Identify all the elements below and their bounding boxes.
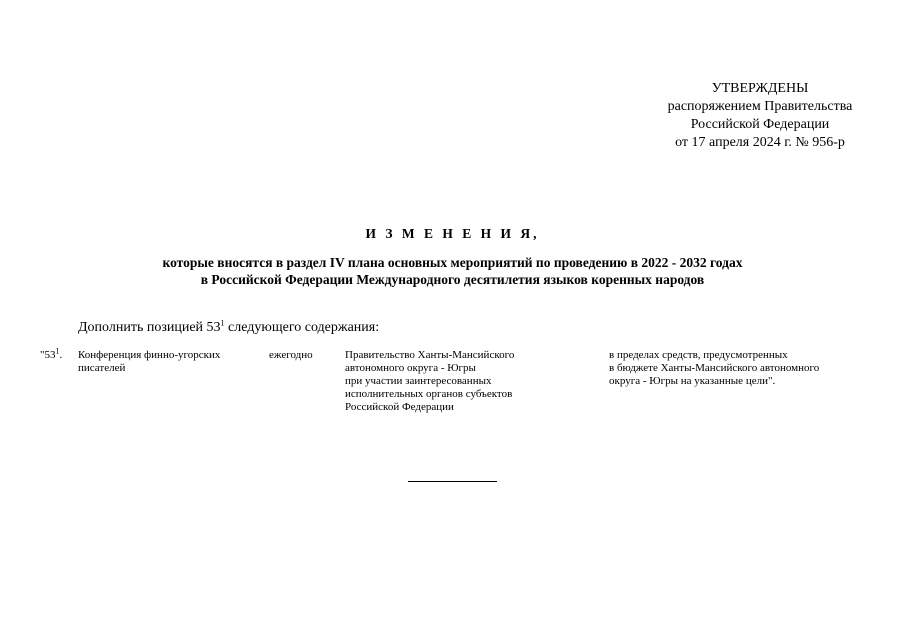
document-heading: И З М Е Н Е Н И Я, [365,226,540,241]
intro-text-after: следующего содержания: [224,320,380,335]
approval-stamp [640,80,880,152]
row-event [78,349,256,375]
executor-line: при участии заинтересованных [345,375,492,387]
row-number-main: "53 [40,349,56,361]
funding-line: в бюджете Ханты-Мансийского автономного [609,362,820,374]
approval-line-3: от 17 апреля 2024 г. № 956-р [675,135,845,150]
executor-line: автономного округа - Югры [345,362,476,374]
event-line: Конференция финно-угорских [78,349,221,361]
event-line: писателей [78,362,126,374]
row-number [40,346,63,362]
row-executor [345,349,585,414]
row-number-superscript: 1 [55,346,60,356]
executor-line: Российской Федерации [345,401,454,413]
executor-line: Правительство Ханты-Мансийского [345,349,515,361]
intro-paragraph [78,320,379,336]
document-subtitle-line-2: в Российской Федерации Международного десятилетия языков коренных народов [200,272,705,287]
approval-line-2: Российской Федерации [690,117,830,132]
intro-superscript: 1 [220,318,225,328]
executor-line: исполнительных органов субъектов [345,388,513,400]
approval-heading: УТВЕРЖДЕНЫ [711,81,809,96]
intro-text-before: Дополнить позицией 53 [78,320,221,335]
funding-line: округа - Югры на указанные цели". [609,375,776,387]
row-funding [609,349,879,388]
funding-line: в пределах средств, предусмотренных [609,349,788,361]
row-period: ежегодно [269,349,313,361]
end-separator-line [408,481,497,482]
document-title-block [60,226,845,288]
row-number-suffix: . [59,349,63,361]
approval-line-1: распоряжением Правительства [667,99,853,114]
document-subtitle-line-1: которые вносятся в раздел IV плана основных мероприятий по проведению в 2022 - 2032 годах [162,255,743,270]
